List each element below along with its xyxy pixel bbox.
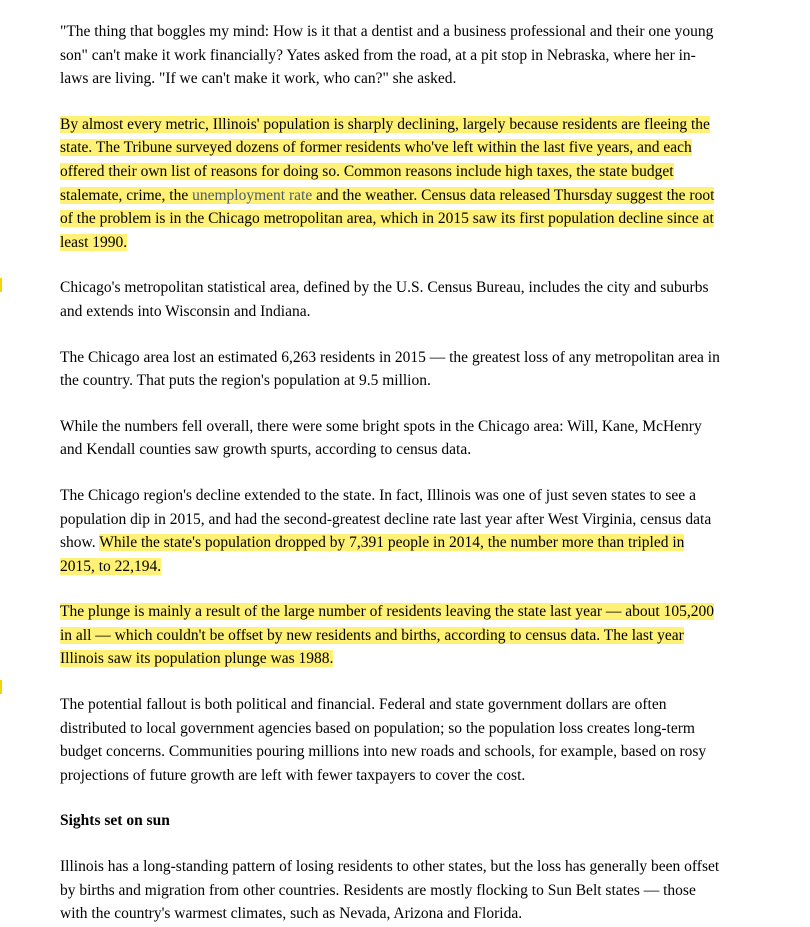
paragraph-fallout: The potential fallout is both political and financial. Federal and state government dollars are often distributed to local government agencies based on population; so the population loss creates long-term budget concerns. Communities pouring millions into new roads and schools, for example, based on rosy projections of future growth are left with fewer taxpayers to cover the cost. (60, 696, 707, 784)
article-body (60, 20, 720, 927)
paragraph-chicago-loss: The Chicago area lost an estimated 6,263 residents in 2015 — the greatest loss of any metropolitan area in the country. That puts the region's population at 9.5 million. (60, 348, 720, 390)
unemployment-rate-link[interactable]: unemployment rate (192, 186, 313, 204)
section-subheading: Sights set on sun (60, 812, 170, 830)
paragraph-population-decline (60, 113, 720, 255)
paragraph-bright-spots: While the numbers fell overall, there were some bright spots in the Chicago area: Will, Kane, McHenry and Kendall counties saw growth spurts, according to census data. (60, 417, 702, 459)
change-marker-2 (0, 680, 2, 694)
paragraph-metro-area-definition: Chicago's metropolitan statistical area, defined by the U.S. Census Bureau, includes the city and suburbs and extends into Wisconsin and Indiana. (60, 279, 709, 320)
paragraph-state-decline (60, 484, 720, 578)
text-before-link: By almost every metric, Illinois' population is sharply declining, largely because residents are fleeing the state. The Tribune surveyed dozens of former residents who've left within the last five years, and each offered their own list of reasons for doing so. Common reasons include high taxes, the state budget stalemate, crime, the (60, 115, 710, 204)
text-state-decline: The Chicago region's decline extended to the state. In fact, Illinois was one of just seven states to see a population dip in 2015, and had the second-greatest decline rate last year after West Virginia, census data show. (60, 486, 712, 552)
paragraph-sun-belt: Illinois has a long-standing pattern of losing residents to other states, but the loss has generally been offset by births and migration from other countries. Residents are mostly flocking to Sun Belt states — those with the country's warmest climates, such as Nevada, Arizona and Florida. (60, 858, 720, 923)
text-after-link: and the weather. Census data released Thursday suggest the root of the problem is in the Chicago metropolitan area, which in 2015 saw its first population decline since at least 1990. (60, 186, 715, 251)
highlight-plunge: The plunge is mainly a result of the large number of residents leaving the state last year — about 105,200 in all — which couldn't be offset by new residents and births, according to census data. The last year Illinois saw its population plunge was 1988. (60, 603, 714, 668)
paragraph-plunge (60, 600, 720, 671)
highlight-population-decline (60, 116, 714, 251)
highlight-tripled-decline: While the state's population dropped by 7,391 people in 2014, the number more than tripled in 2015, to 22,194. (60, 534, 685, 575)
paragraph-yates-quote: "The thing that boggles my mind: How is it that a dentist and a business professional and their one young son" can't make it work financially? Yates asked from the road, at a pit stop in Nebraska, where her in-laws are living. "If we can't make it work, who can?" she asked. (60, 23, 714, 88)
change-marker-1 (0, 278, 2, 292)
